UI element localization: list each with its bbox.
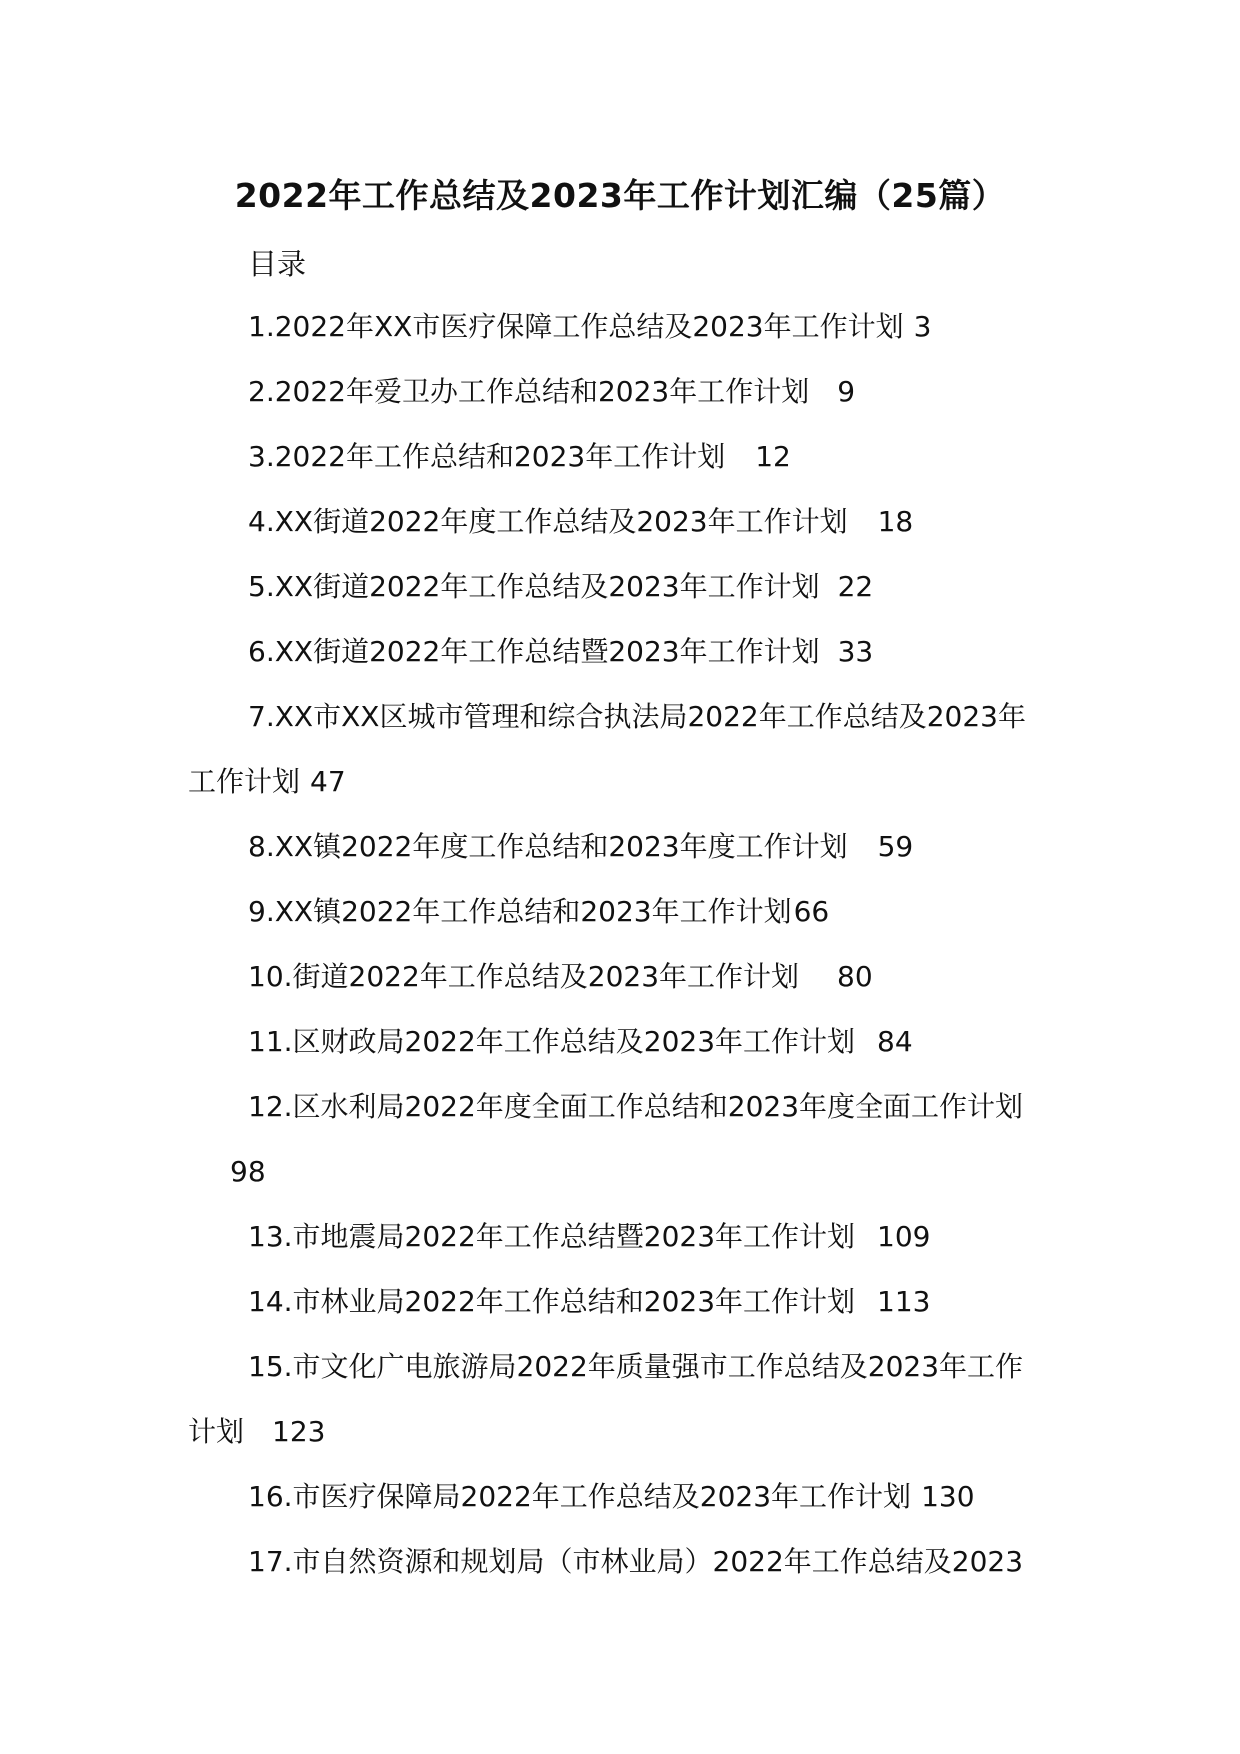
toc-entry[interactable]	[248, 1542, 1023, 1582]
toc-entry-page: 113	[877, 1285, 931, 1318]
toc-entry-title: 14.市林业局2022年工作总结和2023年工作计划	[248, 1285, 856, 1318]
toc-entry[interactable]	[248, 892, 829, 932]
toc-entry-page: 12	[755, 440, 791, 473]
toc-entry-page: 47	[310, 765, 346, 798]
toc-entry-page: 84	[877, 1025, 913, 1058]
toc-entry-page: 130	[921, 1480, 975, 1513]
toc-entry[interactable]	[248, 1347, 1023, 1387]
toc-entry-title: 8.XX镇2022年度工作总结和2023年度工作计划	[248, 830, 848, 863]
toc-entry-title: 6.XX街道2022年工作总结暨2023年工作计划	[248, 635, 820, 668]
toc-entry-title: 5.XX街道2022年工作总结及2023年工作计划	[248, 570, 820, 603]
toc-entry[interactable]	[248, 1087, 1023, 1127]
toc-entry[interactable]	[248, 1282, 931, 1322]
toc-entry-page: 123	[272, 1415, 326, 1448]
toc-entry-page: 66	[793, 895, 830, 928]
toc-entry-page: 59	[877, 830, 914, 863]
toc-entry-page: 3	[913, 310, 932, 343]
toc-entry-title: 3.2022年工作总结和2023年工作计划	[248, 440, 726, 473]
toc-entry[interactable]	[248, 307, 931, 347]
toc-entry-title: 7.XX市XX区城市管理和综合执法局2022年工作总结及2023年	[248, 700, 1026, 733]
toc-entry-page: 33	[837, 635, 874, 668]
toc-entry-title: 16.市医疗保障局2022年工作总结及2023年工作计划	[248, 1480, 912, 1513]
toc-entry[interactable]	[248, 567, 873, 607]
toc-entry-title: 2.2022年爱卫办工作总结和2023年工作计划	[248, 375, 810, 408]
toc-entry-continuation[interactable]	[188, 1412, 325, 1452]
toc-entry[interactable]	[248, 437, 791, 477]
toc-entry[interactable]	[248, 827, 913, 867]
toc-entry-title: 15.市文化广电旅游局2022年质量强市工作总结及2023年工作	[248, 1350, 1024, 1383]
toc-entry[interactable]	[248, 372, 855, 412]
toc-entry[interactable]	[248, 1022, 913, 1062]
toc-entry-page: 22	[837, 570, 874, 603]
toc-heading: 目录	[248, 247, 307, 281]
toc-entry-title: 11.区财政局2022年工作总结及2023年工作计划	[248, 1025, 856, 1058]
toc-entry[interactable]	[248, 1217, 931, 1257]
toc-entry-title: 9.XX镇2022年工作总结和2023年工作计划	[248, 895, 792, 928]
toc-entry-title-continuation: 计划	[188, 1415, 245, 1448]
toc-entry-title: 1.2022年XX市医疗保障工作总结及2023年工作计划	[248, 310, 904, 343]
document-title: 2022年工作总结及2023年工作计划汇编（25篇）	[234, 176, 1006, 215]
toc-entry-title: 10.街道2022年工作总结及2023年工作计划	[248, 960, 800, 993]
toc-entry-title: 4.XX街道2022年度工作总结及2023年工作计划	[248, 505, 848, 538]
toc-entry[interactable]	[248, 502, 913, 542]
toc-entry-page: 18	[877, 505, 914, 538]
toc-entry[interactable]	[248, 697, 1026, 737]
toc-entry-title-continuation: 工作计划	[188, 765, 301, 798]
toc-entry-page: 98	[230, 1155, 266, 1188]
toc-entry-page: 9	[837, 375, 856, 408]
toc-entry-continuation[interactable]	[188, 762, 346, 802]
toc-entry-title: 17.市自然资源和规划局（市林业局）2022年工作总结及2023	[248, 1545, 1024, 1578]
toc-entry-page: 80	[837, 960, 873, 993]
toc-entry[interactable]	[248, 957, 873, 997]
toc-entry[interactable]	[248, 1477, 975, 1517]
toc-entry[interactable]	[248, 632, 873, 672]
toc-entry-title: 13.市地震局2022年工作总结暨2023年工作计划	[248, 1220, 856, 1253]
toc-entry-title: 12.区水利局2022年度全面工作总结和2023年度全面工作计划	[248, 1090, 1024, 1123]
toc-entry-page: 109	[877, 1220, 931, 1253]
toc-entry-continuation[interactable]	[230, 1152, 266, 1192]
